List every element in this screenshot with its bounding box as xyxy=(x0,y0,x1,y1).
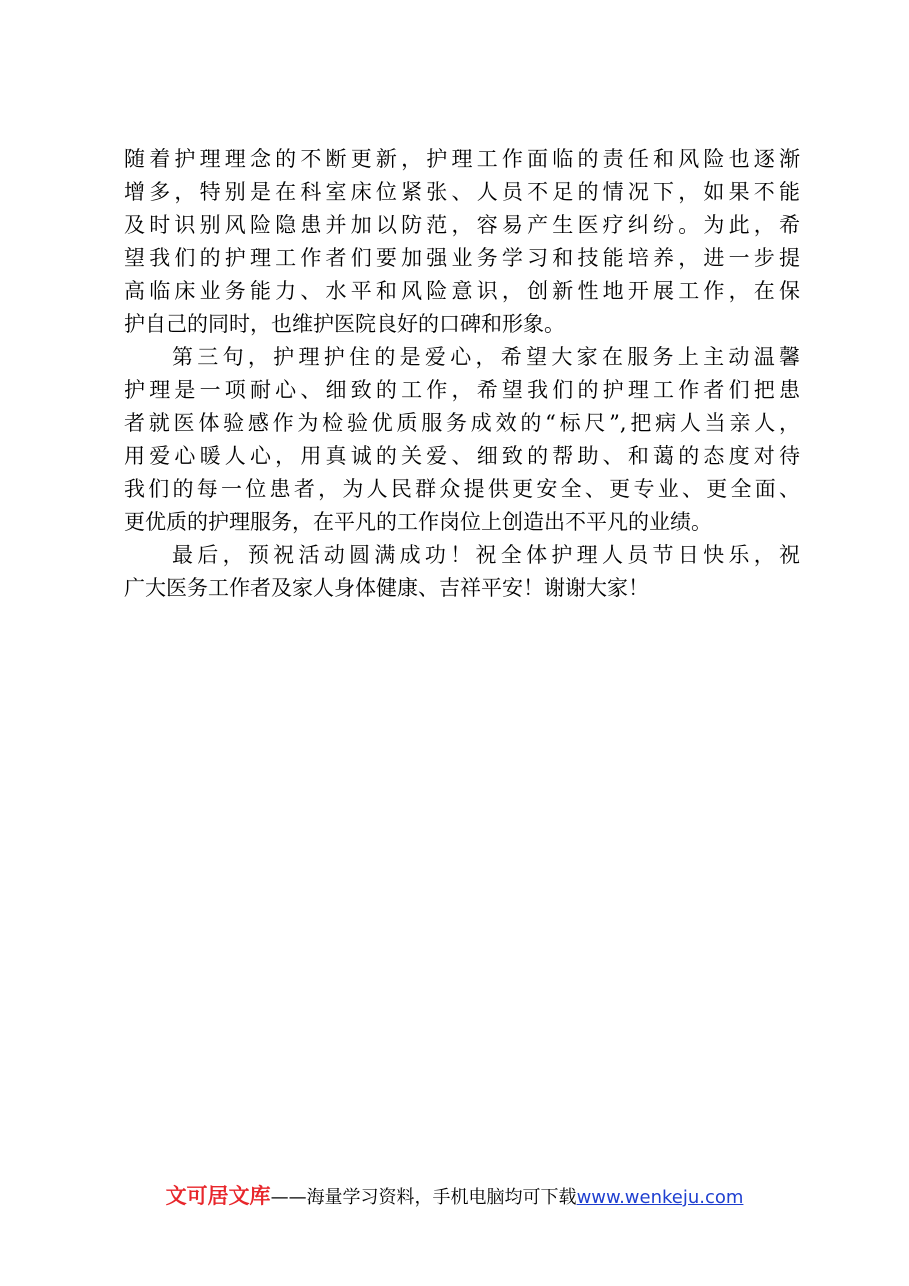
text-line: 更优质的护理服务，在平凡的工作岗位上创造出不平凡的业绩。 xyxy=(124,510,712,534)
footer-tagline: ——海量学习资料，手机电脑均可下载 xyxy=(270,1187,577,1208)
text-line: 护自己的同时，也维护医院良好的口碑和形象。 xyxy=(124,312,565,336)
footer-banner xyxy=(0,1182,909,1212)
text-line: 随着护理理念的不断更新，护理工作面临的责任和风险也逐渐 xyxy=(124,147,800,171)
text-line: 者就医体验感作为检验优质服务成效的“标尺”,把病人当亲人， xyxy=(124,411,800,435)
paragraph-first-line: 最后，预祝活动圆满成功！祝全体护理人员节日快乐，祝 xyxy=(172,543,800,567)
text-line: 增多，特别是在科室床位紧张、人员不足的情况下，如果不能 xyxy=(124,180,800,204)
paragraph-first-line: 第三句，护理护住的是爱心，希望大家在服务上主动温馨 xyxy=(172,345,800,369)
text-line: 我们的每一位患者，为人民群众提供更安全、更专业、更全面、 xyxy=(124,477,800,501)
text-line: 护理是一项耐心、细致的工作，希望我们的护理工作者们把患 xyxy=(124,378,800,402)
text-line: 望我们的护理工作者们要加强业务学习和技能培养，进一步提 xyxy=(124,246,800,270)
text-line: 用爱心暖人心，用真诚的关爱、细致的帮助、和蔼的态度对待 xyxy=(124,444,800,468)
text-line: 广大医务工作者及家人身体健康、吉祥平安！谢谢大家！ xyxy=(124,576,649,600)
website-link[interactable]: www.wenkeju.com xyxy=(576,1187,744,1208)
text-line: 高临床业务能力、水平和风险意识，创新性地开展工作，在保 xyxy=(124,279,800,303)
text-line: 及时识别风险隐患并加以防范，容易产生医疗纠纷。为此，希 xyxy=(124,213,800,237)
brand-name: 文可居文库 xyxy=(165,1184,271,1208)
document-body xyxy=(124,143,800,605)
